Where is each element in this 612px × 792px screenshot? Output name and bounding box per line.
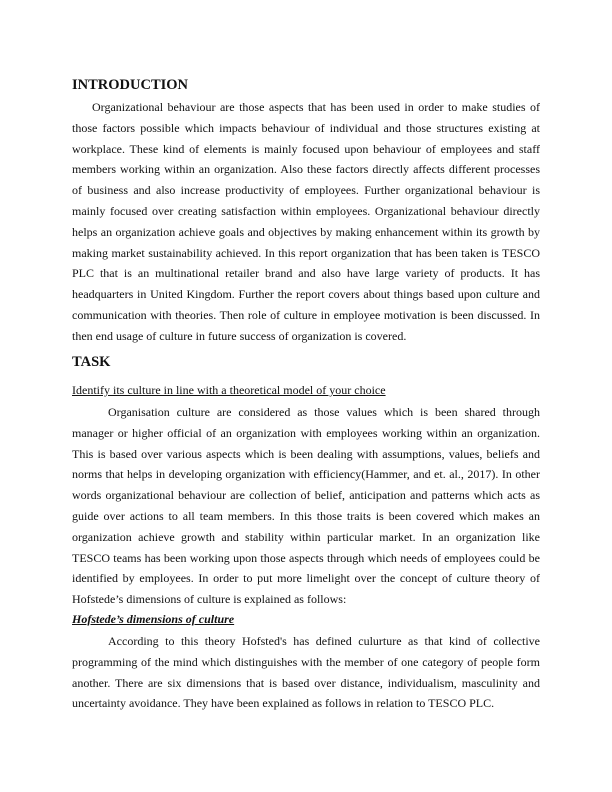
text-line: Organisation culture are considered as those values which is been shared through <box>108 405 540 419</box>
paragraph-organisation-culture <box>72 402 540 610</box>
text-line: of business and also increase productivity of employees. Further organizational behaviour is <box>72 183 540 198</box>
text-line: making market sustainability achieved. In this report organization that has been taken is TESCO <box>72 245 540 260</box>
text-line: workplace. These kind of elements is mainly focused upon behaviour of employees and staff <box>72 141 540 156</box>
text-line: PLC that is an multinational retailer brand and also have large variety of products. It has <box>72 266 540 281</box>
text-line: Hofstede’s dimensions of culture is explained as follows: <box>72 592 347 607</box>
text-line: programming of the mind which distinguishes with the member of one category of people form <box>72 654 540 669</box>
subheading-hofstede: Hofstede’s dimensions of culture <box>72 612 235 626</box>
text-line: uncertainty avoidance. They have been explained as follows in relation to TESCO PLC. <box>72 696 495 711</box>
text-line: TESCO teams has been working upon those aspects through which needs of employees could be <box>72 550 540 565</box>
text-line: manager or higher official of an organization with employees working within an organization. <box>72 425 540 440</box>
text-line: headquarters in United Kingdom. Further the report covers about things based upon culture and <box>72 287 540 302</box>
text-line: Organizational behaviour are those aspects that has been used in order to make studies of <box>92 100 540 114</box>
text-line: words organizational behaviour are collection of belief, anticipation and patterns which acts as <box>72 488 540 503</box>
text-line: identified by employees. In order to put more limelight over the concept of culture theory of <box>72 571 540 586</box>
paragraph-hofstede <box>72 631 540 714</box>
text-line: then end usage of culture in future success of organization is covered. <box>72 328 407 343</box>
text-line: organization achieve growth and stability within particular market. In an organization like <box>72 529 540 544</box>
text-line: those factors possible which impacts behaviour of individual and those structures existing at <box>72 120 540 135</box>
text-line: another. There are six dimensions that is based over distance, individualism, masculinity and <box>72 675 540 690</box>
text-line: This is based over various aspects which is been dealing with assumptions, values, beliefs and <box>72 446 540 461</box>
text-line: members working within an organization. Also these factors directly affects different processes <box>72 162 540 177</box>
paragraph-introduction <box>72 97 540 347</box>
text-line: guide over actions to all team members. In this those traits is been covered which makes an <box>72 508 540 523</box>
text-line: mainly focused over creating satisfaction within employees. Organizational behaviour directly <box>72 203 540 218</box>
text-line: helps an organization achieve goals and objectives by making enhancement within its growth by <box>72 224 540 239</box>
subheading-identify-culture: Identify its culture in line with a theoretical model of your choice <box>72 383 386 397</box>
heading-task: TASK <box>72 354 111 370</box>
text-line: communication with theories. Then role of culture in employee motivation is been discussed. In <box>72 307 540 322</box>
text-line: norms that helps in developing organization with efficiency(Hammer, and et. al., 2017). In other <box>72 467 540 482</box>
heading-introduction: INTRODUCTION <box>72 77 189 93</box>
text-line: According to this theory Hofsted's has defined culurture as that kind of collective <box>108 634 540 648</box>
